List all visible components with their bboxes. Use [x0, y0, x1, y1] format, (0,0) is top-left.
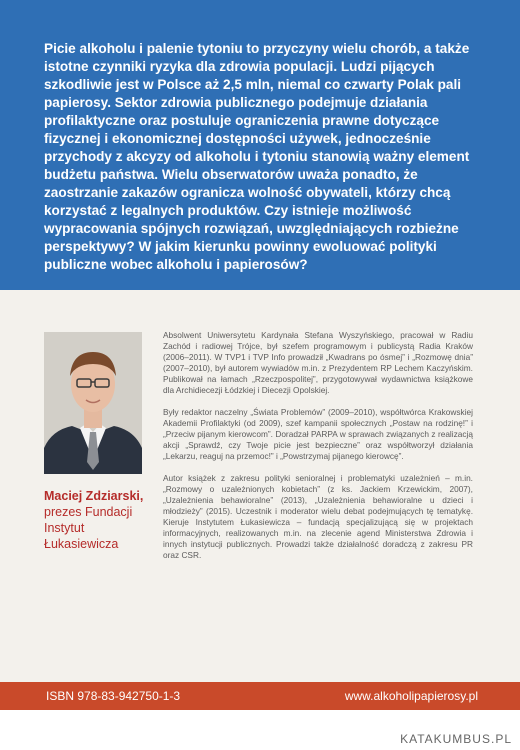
bio-paragraph: Absolwent Uniwersytetu Kardynała Stefana Wyszyńskiego, pracował w Radiu Zachód i radiowej Trójce, był szefem programowym i publicystą Radia Kraków (2006–2011). W TVP1 i TVP Info prowadził „Kwadrans po ósmej” i „Rozmowę dnia” (2007–2010), był autorem wywiadów m.in. z Prezydentem RP Lechem Kaczyńskim. Publikował na łamach „Rzeczpospolitej”, przygotowywał wydawnictwa książkowe dla Archidiecezji Łódzkiej i Diecezji Opolskiej.	[163, 330, 473, 395]
author-role: prezes Fundacji Instytut Łukasiewicza	[44, 505, 133, 551]
footer-bar	[0, 682, 520, 710]
bio-paragraph: Były redaktor naczelny „Świata Problemów” (2009–2010), współtwórca Krakowskiej Akademii Profilaktyki (od 2009), szef kampanii społecznych „Postaw na rodzinę!” i „Przeciw pijanym kierowcom”. Doradzał PARPA w sprawach związanych z realizacją akcji „Sprawdź, czy Twoje picie jest bezpieczne” oraz współtworzył działania „Lekarzu, reaguj na przemoc!” i „Powstrzymaj pijanego kierowcę”.	[163, 407, 473, 461]
bio-paragraph: Autor książek z zakresu polityki senioralnej i problematyki uzależnień – m.in. „Rozmowy o uzależnionych kobietach” (z ks. Jackiem Krzewickim, 2007), „Uzależnienia behawioralne” (2013), „Uzależnienia behawioralne u dzieci i młodzieży” (2015). Uczestnik i moderator wielu debat podejmujących tę tematykę. Kieruje Instytutem Łukasiewicza – fundacją specjalizującą się w projektach informacyjnych, realizowanych m.in. na zlecenie agend Ministerstwa Zdrowia i innych instytucji publicznych. Prowadzi także działalność doradczą z zakresu PR oraz CSR.	[163, 473, 473, 560]
author-name: Maciej Zdziarski,	[44, 489, 144, 503]
isbn-number: ISBN 978-83-942750-1-3	[46, 689, 181, 703]
author-portrait-illustration	[44, 332, 142, 474]
author-photo	[44, 332, 142, 474]
author-bio	[163, 330, 473, 572]
watermark: KATAKUMBUS.PL	[400, 732, 512, 746]
blurb-text: Picie alkoholu i palenie tytoniu to przyczyny wielu chorób, a także istotne czynniki ryzyka dla zdrowia populacji. Ludzi pijących szkodliwie jest w Polsce aż 2,5 mln, niemal co czwarty Polak pali papierosy. Sektor zdrowia publicznego podejmuje działania profilaktyczne oraz postuluje ograniczenia prawne dotyczące fizycznej i ekonomicznej dostępności używek, jednocześnie przychody z akcyzy od alkoholu i tytoniu stanowią ważny element budżetu państwa. Wielu obserwatorów uważa ponadto, że zaostrzanie zakazów ogranicza wolność obywateli, którzy chcą korzystać z legalnych produktów. Czy istnieje możliwość wypracowania spójnych rozwiązań, uwzględniających rozbieżne perspektywy? W jakim kierunku powinny ewoluować polityki publiczne wobec alkoholu i papierosów?	[44, 41, 470, 272]
blurb-panel	[0, 0, 520, 290]
website-url: www.alkoholipapierosy.pl	[344, 689, 478, 703]
